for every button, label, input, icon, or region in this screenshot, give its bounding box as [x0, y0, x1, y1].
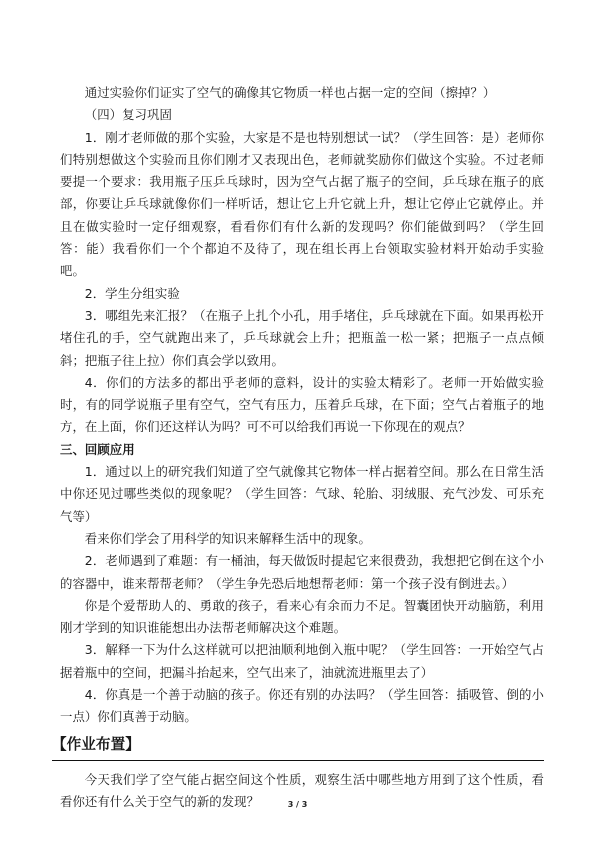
paragraph-application-1-remark: 看来你们学会了用科学的知识来解释生活中的现象。	[84, 530, 371, 546]
paragraph-application-2-remark: 你是个爱帮助人的、勇敢的孩子，看来心有余而力不足。智囊团快开动脑筋，利用刚才学到的知识谁能想出办法帮老师解决这个难题。	[60, 597, 544, 636]
paragraph-application-1: 1．通过以上的研究我们知道了空气就像其它物体一样占据着空间。那么在日常生活中你还见过哪些类似的现象呢？（学生回答：气球、轮胎、羽绒服、充气沙发、可乐充气等）	[60, 464, 544, 524]
paragraph-step-2: 2．学生分组实验	[84, 285, 180, 301]
paragraph-application-3: 3．解释一下为什么这样就可以把油顺利地倒入瓶中呢？（学生回答：一开始空气占据着瓶中的空间，把漏斗抬起来，空气出来了，油就流进瓶里去了）	[60, 642, 544, 680]
paragraph-step-1: 1．刚才老师做的那个实验，大家是不是也特别想试一试？（学生回答：是）老师你们特别想做这个实验而且你们刚才又表现出色，老师就奖励你们做这个实验。不过老师要提一个要求：我用瓶子压乒乓球时，因为空气占据了瓶子的空间，乒乓球在瓶子的底部，你要让乒乓球就像你们一样听话，想让它上升它就上升，想让它停止它就停止。并且在做实验时一定仔细观察，看看你们有什么新的发现吗？你们能做到吗？（学生回答：能）我看你们一个个都迫不及待了，现在组长再上台领取实验材料开始动手实验吧。	[60, 129, 544, 279]
paragraph-conclusion: 通过实验你们证实了空气的确像其它物质一样也占据一定的空间（擦掉？）	[84, 85, 496, 100]
section-heading-homework: 【作业布置】	[52, 735, 140, 753]
paragraph-step-4: 4．你们的方法多的都出乎老师的意料，设计的实验太精彩了。老师一开始做实验时，有的同学说瓶子里有空气，空气有压力，压着乒乓球，在下面；空气占着瓶子的地方，在上面，你们还这样认为吗？可不可以给我们再说一下你现在的观点？	[60, 374, 544, 435]
paragraph-application-2: 2．老师遇到了难题：有一桶油，每天做饭时提起它来很费劲，我想把它倒在这个小的容器中，谁来帮帮老师？（学生争先恐后地想帮老师：第一个孩子没有倒进去。）	[60, 553, 544, 591]
paragraph-application-4: 4．你真是一个善于动脑的孩子。你还有别的办法吗？（学生回答：插吸管、倒的小一点）你们真善于动脑。	[60, 687, 544, 725]
page-number: 3 / 3	[287, 800, 308, 809]
heading-underline-divider	[52, 760, 544, 761]
section-heading-application: 三、回顾应用	[60, 441, 135, 457]
paragraph-step-3: 3．哪组先来汇报？（在瓶子上扎个小孔，用手堵住，乒乓球就在下面。如果再松开堵住孔的手，空气就跑出来了，乒乓球就会上升；把瓶盖一松一紧；把瓶子一点点倾斜；把瓶子往上拉）你们真会学以致用。	[60, 307, 544, 368]
page-body	[52, 82, 544, 813]
paragraph-homework: 今天我们学了空气能占据空间这个性质，观察生活中哪些地方用到了这个性质，看看你还有什么关于空气的新的发现？	[60, 771, 544, 809]
subsection-heading-review: （四）复习巩固	[84, 107, 172, 123]
